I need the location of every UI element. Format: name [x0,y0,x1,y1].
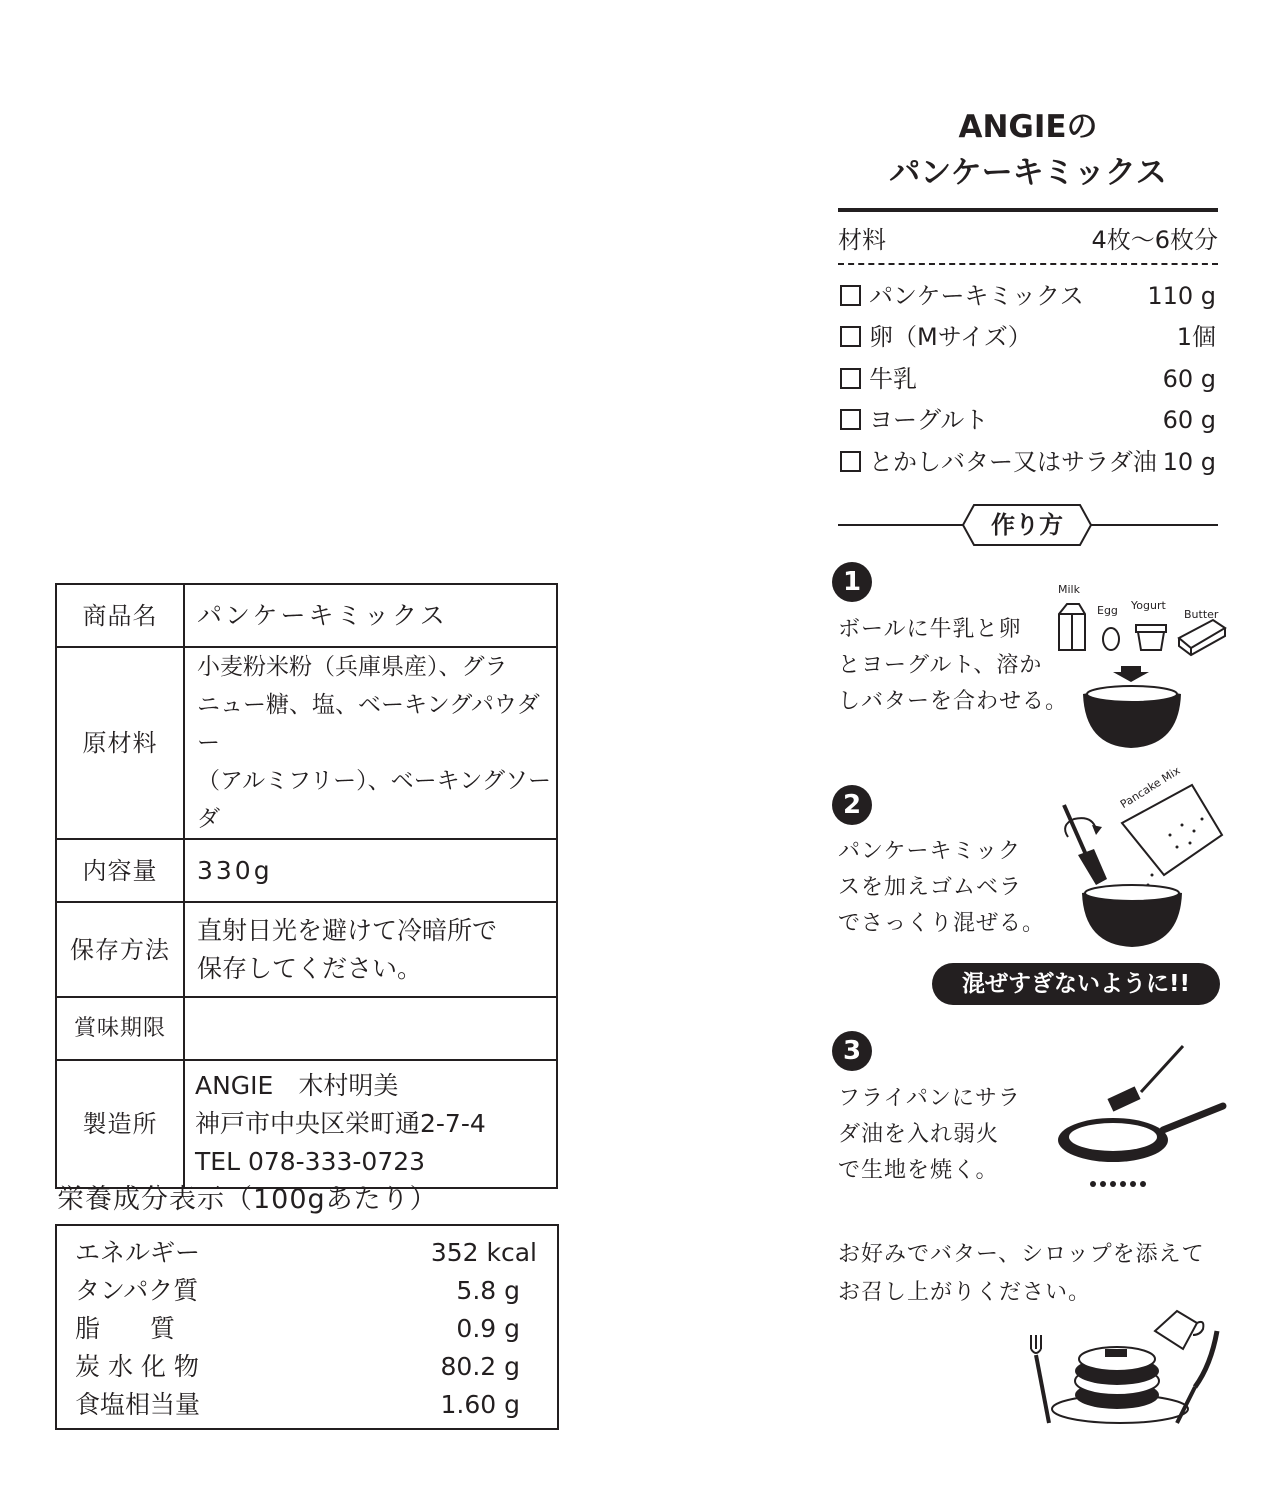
ingredients-header [838,224,1218,256]
step-text-line: ダ油を入れ弱火 [838,1122,1000,1147]
bowl-icon [1082,885,1182,947]
bowl-icon [1083,686,1181,748]
ingredient-item [840,403,1216,437]
mixing-ingredients-illustration [1055,598,1230,750]
step-text-line: パンケーキミック [838,839,1022,864]
label-key: 製造所 [56,1060,184,1188]
step-text-line: しバターを合わせる。 [838,689,1069,714]
label-value-line: 直射日光を避けて冷暗所で [197,915,498,945]
nutrition-label: 炭 水 化 物 [75,1352,199,1381]
flour-dots [1147,818,1204,893]
step-text-line: とヨーグルト、溶か [838,653,1043,678]
label-row-product-name [56,584,557,647]
nutrition-value: 0.9 g [456,1314,520,1343]
label-value-line: （アルミフリー）、ベーキングソーダ [197,768,551,832]
recipe-title-line2: パンケーキミックス [889,155,1167,191]
warning-badge: 混ぜすぎないように!! [932,963,1220,1005]
dashed-divider [838,263,1218,265]
label-value-line: 神戸市中央区栄町通2-7-4 [195,1109,486,1138]
step-number-badge: 1 [832,562,872,602]
step-text [838,612,1068,720]
nutrition-title: 栄養成分表示（100gあたり） [57,1184,438,1215]
label-row-storage [56,902,557,997]
step-text-line: スを加えゴムベラ [838,875,1023,900]
label-value-line: ANGIE 木村明美 [195,1071,399,1100]
label-row-manufacturer [56,1060,557,1188]
yogurt-label: Yogurt [1131,599,1166,612]
serving-suggestion [838,1236,1205,1312]
ingredient-amount: 10 g [1162,448,1216,476]
nutrition-row [75,1386,545,1424]
syrup-pitcher-icon [1155,1311,1203,1349]
ingredient-item [840,279,1216,313]
nutrition-row [75,1348,545,1386]
method-label: 作り方 [991,511,1063,539]
method-divider-left [838,524,968,526]
step-text [838,834,1045,942]
pancake-plate-illustration [1025,1305,1225,1430]
ingredient-name: とかしバター又はサラダ油 [869,448,1157,476]
pancake-mix-bag-label: Pancake Mix [1118,763,1183,812]
label-value-line: 保存してください。 [197,953,423,983]
method-divider-right [1088,524,1218,526]
checkbox-icon [840,409,861,430]
ingredient-amount: 110 g [1147,282,1216,310]
spatula-icon [1064,805,1107,885]
yogurt-cup-icon [1136,625,1166,650]
stir-arrow-icon [1065,818,1096,837]
nutrition-label: 脂 質 [75,1314,176,1343]
checkbox-icon [840,285,861,306]
ingredient-amount: 1個 [1176,323,1216,351]
serving-line: お召し上がりください。 [838,1280,1092,1305]
knife-icon [1177,1331,1217,1423]
milk-label: Milk [1058,583,1080,596]
serving-line: お好みでバター、シロップを添えて [838,1242,1205,1267]
label-key: 原材料 [56,647,184,839]
label-key: 内容量 [56,839,184,902]
nutrition-label: 食塩相当量 [75,1390,201,1419]
ingredient-name: 卵（Mサイズ） [869,323,1032,351]
egg-icon [1103,628,1119,650]
nutrition-row [75,1310,545,1348]
label-value-line: TEL 078-333-0723 [195,1147,426,1176]
nutrition-box [55,1224,559,1430]
label-row-ingredients [56,647,557,839]
step-number-badge: 2 [832,785,872,825]
step-text [838,1081,1021,1189]
checkbox-icon [840,368,861,389]
flame-icon [1090,1181,1146,1187]
ingredient-name: パンケーキミックス [869,282,1084,310]
nutrition-row [75,1272,545,1310]
nutrition-label: タンパク質 [75,1276,199,1305]
nutrition-value: 5.8 g [456,1276,520,1305]
fork-icon [1031,1335,1049,1423]
step-text-line: でさっくり混ぜる。 [838,911,1046,936]
ingredient-item [840,320,1216,354]
ingredient-item [840,362,1216,396]
label-key: 商品名 [56,584,184,647]
product-label-table [55,583,558,1189]
pancake-stack-icon [1075,1347,1159,1409]
nutrition-value: 80.2 g [440,1352,520,1381]
label-value: 330g [197,855,273,885]
checkbox-icon [840,451,861,472]
ingredients-label: 材料 [838,226,886,254]
nutrition-row [75,1234,545,1272]
step-text-line: で生地を焼く。 [838,1158,999,1183]
checkbox-icon [840,326,861,347]
ingredient-amount: 60 g [1162,406,1216,434]
milk-carton-icon [1059,604,1085,650]
nutrition-value: 1.60 g [440,1390,520,1419]
label-key: 賞味期限 [56,997,184,1060]
label-key: 保存方法 [56,902,184,997]
arrow-down-icon [1113,666,1149,682]
frying-pan-icon [1058,1106,1223,1162]
ingredient-name: 牛乳 [869,365,917,393]
butter-icon [1179,620,1225,655]
butter-label: Butter [1184,608,1219,621]
label-value: パンケーキミックス [197,600,448,630]
recipe-title [838,104,1218,196]
label-value-line: 小麦粉米粉（兵庫県産）、グラ [197,654,508,680]
egg-label: Egg [1097,604,1118,617]
title-divider [838,208,1218,212]
step-number-badge: 3 [832,1031,872,1071]
nutrition-value: 352 kcal [430,1238,537,1267]
step-text-line: フライパンにサラ [838,1086,1021,1111]
ingredient-item [840,445,1216,479]
label-row-net-content [56,839,557,902]
frying-pan-illustration [1055,1040,1230,1195]
turner-icon [1107,1046,1183,1112]
label-value [184,997,557,1060]
servings: 4枚〜6枚分 [1091,226,1218,254]
label-row-best-before [56,997,557,1060]
label-value-line: ニュー糖、塩、ベーキングパウダー [197,692,540,756]
ingredient-amount: 60 g [1162,365,1216,393]
recipe-title-line1: ANGIEの [958,109,1098,145]
ingredient-name: ヨーグルト [869,406,989,434]
nutrition-label: エネルギー [75,1238,201,1267]
step-text-line: ボールに牛乳と卵 [838,617,1022,642]
